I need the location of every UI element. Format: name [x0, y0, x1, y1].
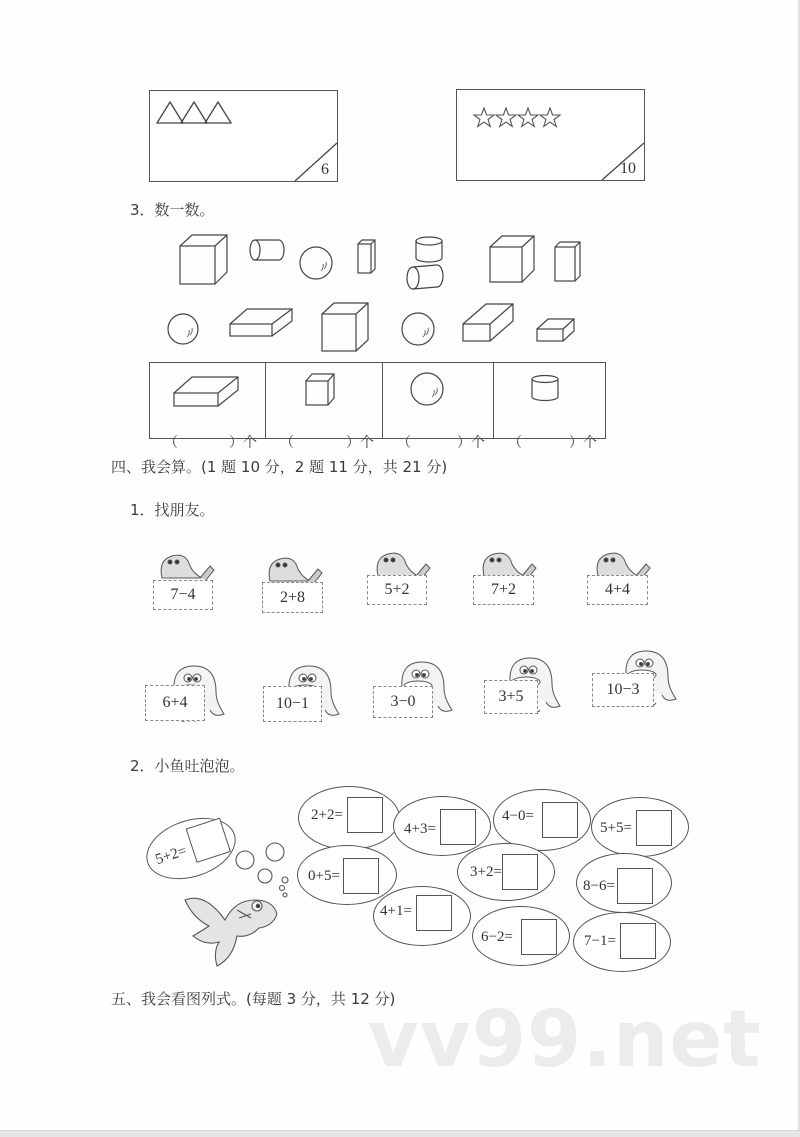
friend-sign[interactable]: 10−1	[263, 686, 322, 722]
cuboid-icon	[358, 240, 375, 273]
cube-icon	[490, 236, 534, 282]
answer-box[interactable]	[620, 923, 656, 959]
card-triangles	[149, 90, 338, 182]
tally-cell-sphere: （ ）个	[383, 363, 494, 438]
sphere-icon	[300, 247, 332, 279]
bubble-equation: 8−6=	[576, 853, 672, 913]
triangle-icons	[150, 91, 337, 181]
answer-box[interactable]	[617, 868, 653, 904]
friend-sign[interactable]: 7+2	[473, 575, 534, 605]
friend-sign[interactable]: 2+8	[262, 582, 323, 613]
answer-box[interactable]	[440, 809, 476, 845]
q3-title: 3．数一数。	[130, 201, 215, 219]
watermark: vv99.net	[368, 995, 762, 1085]
section4-heading: 四、我会算。(1 题 10 分，2 题 11 分，共 21 分)	[111, 458, 448, 476]
section5-heading: 五、我会看图列式。(每题 3 分，共 12 分)	[111, 990, 396, 1008]
sphere-icon	[168, 314, 198, 344]
fish-speech-bubble: 5+2=	[138, 807, 243, 890]
answer-box[interactable]	[502, 854, 538, 890]
card-stars	[456, 89, 645, 181]
cuboid-icon	[555, 242, 580, 281]
bubble-equation: 3+2=	[457, 843, 555, 901]
card-number: 6	[321, 161, 329, 178]
cuboid-icon	[230, 309, 292, 336]
cube-icon	[180, 235, 227, 284]
tally-table	[149, 362, 606, 451]
bubble-equation: 6−2=	[472, 906, 570, 966]
cuboid-icon	[537, 319, 574, 341]
answer-box[interactable]	[542, 802, 578, 838]
cuboid-icon	[172, 369, 242, 409]
q2-title: 2．小鱼吐泡泡。	[130, 757, 245, 775]
q1-title: 1．找朋友。	[130, 501, 215, 519]
friend-sign[interactable]: 6+4	[145, 685, 205, 721]
bubble-equation: 2+2=	[298, 786, 400, 850]
cuboid-icon	[463, 304, 513, 341]
friend-sign[interactable]: 4+4	[587, 575, 648, 605]
bubble-equation: 5+5=	[591, 797, 689, 857]
tally-cell-cylinder: （ ）个	[494, 363, 605, 438]
friend-sign[interactable]: 5+2	[367, 575, 427, 605]
bubble-equation: 4+1=	[373, 886, 471, 946]
cylinder-icon	[407, 265, 443, 289]
tally-cell-cube: （ ）个	[266, 363, 383, 438]
cube-icon	[304, 371, 340, 409]
bubble-equation: 0+5=	[297, 845, 397, 905]
page-edge	[0, 1130, 800, 1137]
friend-sign[interactable]: 3−0	[373, 686, 433, 718]
star-icons	[457, 90, 644, 180]
answer-box[interactable]	[343, 858, 379, 894]
cube-icon	[322, 303, 368, 351]
shapes-illustration	[150, 225, 610, 355]
cylinder-icon	[416, 237, 442, 262]
bubble-equation: 7−1=	[573, 912, 671, 972]
tally-cell-cuboid: （ ）个	[150, 363, 266, 438]
answer-box[interactable]	[416, 895, 452, 931]
answer-box[interactable]	[521, 919, 557, 955]
bubble-equation: 4−0=	[493, 789, 591, 851]
friend-sign[interactable]: 7−4	[153, 580, 213, 610]
answer-box[interactable]	[347, 797, 383, 833]
bubble-equation: 4+3=	[393, 796, 491, 856]
sphere-icon	[402, 313, 434, 345]
friend-sign[interactable]: 3+5	[484, 680, 538, 714]
goldfish-icon	[175, 840, 295, 975]
card-number: 10	[620, 160, 636, 177]
sphere-icon	[409, 369, 449, 409]
cylinder-icon	[250, 240, 284, 260]
answer-box[interactable]	[636, 810, 672, 846]
cylinder-icon	[530, 373, 562, 405]
friend-sign[interactable]: 10−3	[592, 673, 654, 707]
